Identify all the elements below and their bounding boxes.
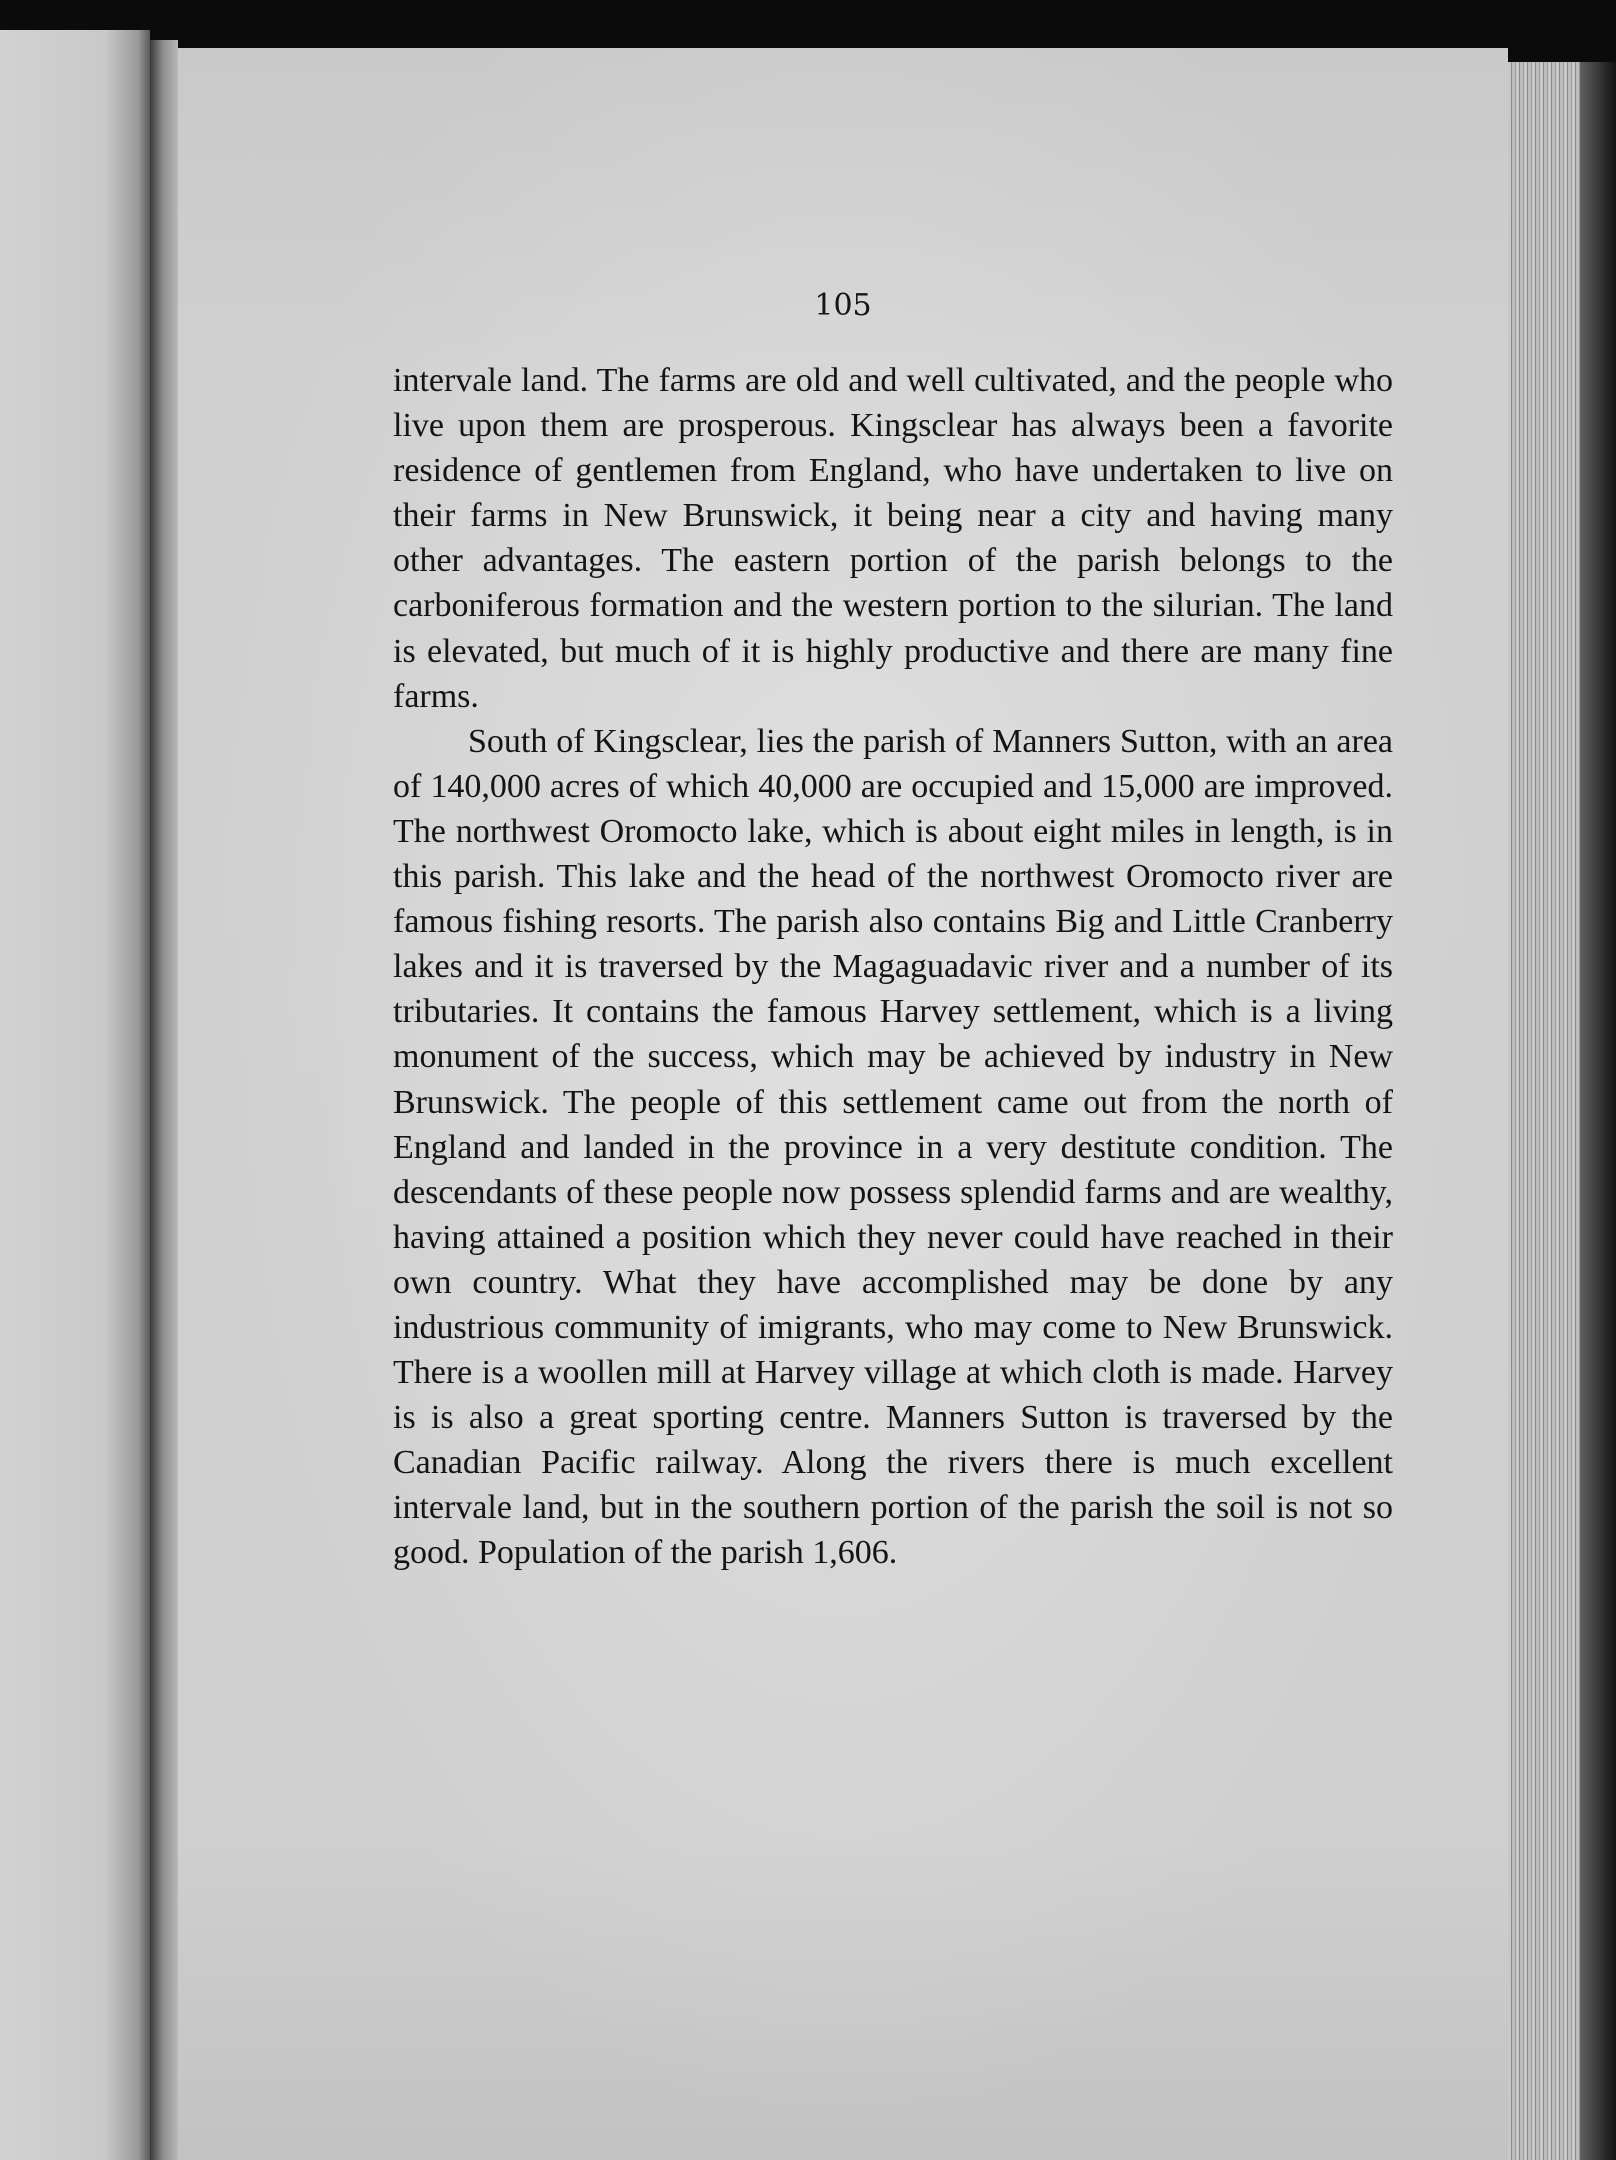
body-text [393,358,1393,1576]
book-page [178,48,1508,2160]
paragraph-manners-sutton: South of Kingsclear, lies the parish of Manners Sutton, with an area of 140,000 acres of which 40,000 are occupied and 15,000 are improved. The northwest Oromocto lake, which is about eight miles in length, is in this parish. This lake and the head of the northwest Oromocto river are famous fishing resorts. The parish also contains Big and Little Cranberry lakes and it is traversed by the Magaguadavic river and a number of its tributaries. It contains the famous Harvey settlement, which is a living monument of the success, which may be achieved by industry in New Brunswick. The people of this settlement came out from the north of England and landed in the province in a very destitute condition. The descendants of these people now possess splendid farms and are wealthy, having attained a position which they never could have reached in their own country. What they have accomplished may be done by any industrious community of imigrants, who may come to New Brunswick. There is a woollen mill at Harvey village at which cloth is made. Harvey is is also a great sporting centre. Manners Sutton is traversed by the Canadian Pacific railway. Along the rivers there is much excellent intervale land, but in the southern portion of the parish the soil is not so good. Population of the parish 1,606. [393,722,1393,1572]
paragraph-continued: intervale land. The farms are old and well cultivated, and the people who live upon them are prosperous. Kingsclear has always been a favorite residence of gentlemen from England, who have undertaken to live on their farms in New Brunswick, it being near a city and having many other advantages. The eastern portion of the parish belongs to the carboniferous formation and the western portion to the silurian. The land is elevated, but much of it is highly productive and there are many fine farms. [393,362,1393,715]
edge-shadow [1580,62,1616,2160]
page-stack-edges [1508,62,1580,2160]
book-gutter [150,40,178,2160]
page-number: 105 [814,288,872,323]
previous-page-edge [0,30,150,2160]
